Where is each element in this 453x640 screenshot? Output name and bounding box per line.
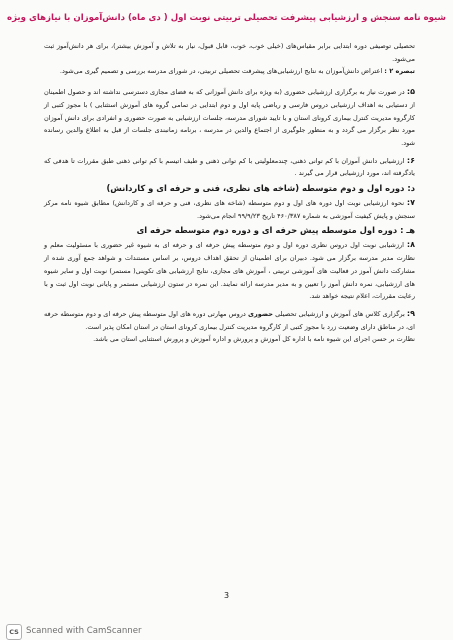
page-header-title: شیوه نامه سنجش و ارزشیابی پیشرفت تحصیلی تربیتی نوبت اول ( دی ماه) دانش‌آموزان با نیازهای ویژه [7, 13, 446, 23]
item-9-text-b: دروس مهارتی دوره های اول متوسطه پیش حرفه ای و دوم متوسطه حرفه ای، در مناطق دارای وضعیت زرد با مجوز کتبی از کارگروه مدیریت کنترل بیماری کرونای استان در استان امکان پذیر است. [44, 309, 415, 331]
item-9-text-a: برگزاری کلاس های آموزش و ارزشیابی تحصیلی [273, 309, 407, 318]
item-8 [44, 239, 415, 303]
item-6-number: ۶: [406, 155, 415, 165]
item-5 [44, 86, 415, 150]
item-5-text: در صورت نیاز به برگزاری ارزشیابی حضوری (به ویژه برای دانش آموزانی که به فضای مجازی دسترسی نداشته اند و حصول اطمینان از دستیابی به اهداف ارزشیابی دروس فارسی و ریاضی پایه اول و دوم ابتدایی در تمامی گروه های آموزش استثنایی ) با مجوز کتبی از کارگروه مدیریت کنترل بیماری کرونای استان و با تایید شورای مدرسه، جلسات ارزشیابی به صورت حضوری و انفرادی برای دانش آموزان مورد نظر برگزار می گردد و به منظور جلوگیری از اجتماع والدین در مدرسه ، برنامه زمانبندی جلسات از قبل به اطلاع والدین رسانده شود. [44, 88, 415, 147]
item-9 [44, 308, 415, 333]
section-heading-d: د: دوره اول و دوم متوسطه (شاخه های نظری، فنی و حرفه ای و کاردانش) [106, 183, 415, 194]
note-2-label: تبصره ۲ : [384, 67, 415, 76]
item-7-text: نحوه ارزشیابی نوبت اول دوره های اول و دوم متوسطه (شاخه های نظری، فنی و حرفه ای و کاردانش) مطابق شیوه نامه مرکز سنجش و پایش کیفیت آموزشی به شماره ۴۶۰/۳۸۷ تاریخ ۹۹/۹/۲۳ انجام می‌شود. [44, 199, 415, 220]
note-2-text: اعتراض دانش‌آموزان به نتایج ارزشیابی‌های پیشرفت تحصیلی تربیتی، در شورای مدرسه بررسی و تصمیم گیری می‌شود. [59, 67, 385, 76]
item-6 [44, 155, 415, 180]
scanner-text: Scanned with CamScanner [26, 626, 142, 636]
document-body [44, 40, 415, 346]
paragraph-grading-scale: تحصیلی توصیفی دوره ابتدایی برابر مقیاس‌های (خیلی خوب، خوب، قابل قبول، نیاز به تلاش و آموزش بیشتر)، برای هر دانش‌آموز ثبت می‌شود. [44, 42, 415, 63]
item-9-bold: حضوری [247, 309, 273, 318]
item-8-text: ارزشیابی نوبت اول دروس نظری دوره اول و دوم متوسطه پیش حرفه ای و حرفه ای به شیوه غیر حضوری با مسئولیت معلم و نظارت مدیر مدرسه برگزار می شود. دبیران برای اطمینان از تحقق اهداف دروس، بر اساس مستندات و شواهد جمع آوری شده از مشارکت دانش آموز در فعالیت های آموزشی تربیتی ، آموزش های مجازی، نتایج ارزشیابی های تکوینی( مستمر) نوبت اول و سایر شیوه های ارزشیابی، نمره دانش آموز را تعیین و به مدیر مدرسه ارائه نمایند. این نمره در ستون ارزشیابی مستمر و پایانی نوبت اول ثبت و با رعایت مقررات، اعلام نتیجه خواهد شد. [44, 241, 415, 301]
note-2 [44, 65, 415, 78]
item-8-number: ۸: [406, 240, 415, 250]
page-number: 3 [223, 591, 230, 600]
item-9-number: ۹: [406, 308, 415, 318]
camscanner-logo-icon: CS [6, 624, 22, 640]
item-5-number: ۵: [406, 87, 415, 97]
paragraph-supervision: نظارت بر حسن اجرای این شیوه نامه با اداره کل آموزش و پرورش و اداره آموزش و پرورش استثنایی استان می باشد. [93, 335, 415, 344]
scanner-watermark [0, 622, 453, 640]
item-6-text: ارزشیابی دانش آموزان با کم توانی ذهنی، چندمعلولیتی با کم توانی ذهنی و طیف اتیسم با کم توانی ذهنی طبق مقررات تا هدفی که یادگرفته اند، مورد ارزشیابی قرار می گیرند . [44, 156, 415, 178]
item-7-number: ۷: [406, 198, 415, 208]
item-7 [44, 197, 415, 222]
section-heading-h: هـ : دوره اول متوسطه پیش حرفه ای و دوره دوم متوسطه حرفه ای [136, 225, 415, 236]
